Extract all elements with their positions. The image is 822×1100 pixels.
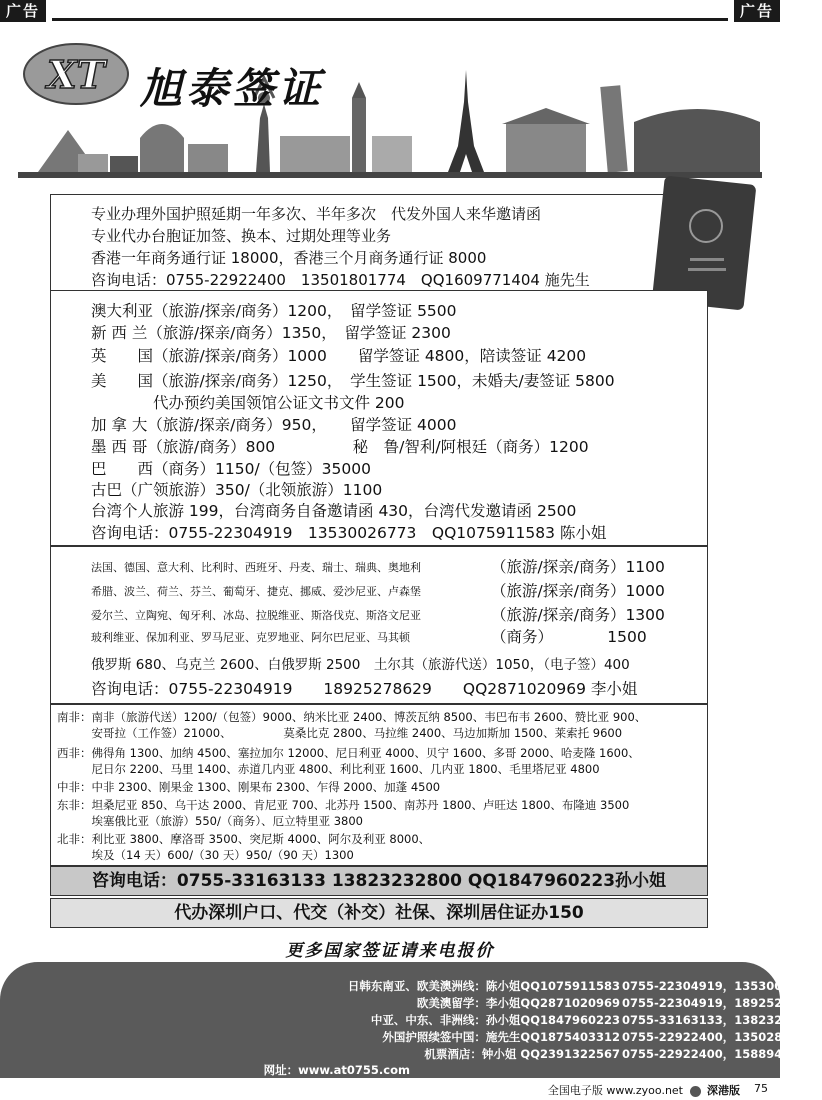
- edition-name: 深港版: [707, 1084, 740, 1097]
- s4-line: 西非：佛得角 1300、加纳 4500、塞拉加尔 12000、尼日利亚 4000、贝宁 1600、多哥 2000、哈麦隆 1600、: [57, 746, 640, 760]
- page-number: 75: [754, 1082, 768, 1095]
- s3-countries: 爱尔兰、立陶宛、匈牙利、冰岛、拉脱维亚、斯洛伐克、斯洛文尼亚: [91, 609, 421, 622]
- s4-line: 埃塞俄比亚（旅游）550/（商务）、厄立特里亚 3800: [57, 814, 363, 828]
- footer-label: 外国护照续签中国：施先生QQ1875403312: [382, 1030, 620, 1044]
- hukou-service-bar: 代办深圳户口、代交（补交）社保、深圳居住证办150: [50, 898, 708, 928]
- s3-price: （旅游/探亲/商务）1100: [491, 558, 665, 576]
- s2-contact: 咨询电话：0755-22304919 13530026773 QQ1075911583 陈小姐: [91, 524, 607, 542]
- s1-line: 专业代办台胞证加签、换本、过期处理等业务: [91, 227, 392, 245]
- section-popular-countries: [50, 290, 708, 546]
- s4-line: 东非：坦桑尼亚 850、乌干达 2000、肯尼亚 700、北苏丹 1500、南苏丹 1800、卢旺达 1800、布隆迪 3500: [57, 798, 630, 812]
- s1-contact: 咨询电话：0755-22922400 13501801774 QQ1609771404 施先生: [91, 271, 590, 289]
- s2-line: 新 西 兰（旅游/探亲/商务）1350， 留学签证 2300: [91, 324, 451, 342]
- contact-bar: 咨询电话：0755-33163133 13823232800 QQ1847960223孙小姐: [50, 866, 708, 896]
- s4-line: 埃及（14 天）600/（30 天）950/（90 天）1300: [57, 848, 354, 862]
- s4-line: 南非：南非（旅游代送）1200/（包签）9000、纳米比亚 2400、博茨瓦纳 8500、韦巴布韦 2600、赞比亚 900、: [57, 710, 647, 724]
- s2-line: 加 拿 大（旅游/探亲/商务）950， 留学签证 4000: [91, 416, 457, 434]
- s1-line: 香港一年商务通行证 18000，香港三个月商务通行证 8000: [91, 249, 487, 267]
- footer-phone: 0755-22922400，15889400740: [622, 1047, 822, 1061]
- s4-line: 中非：中非 2300、刚果金 1300、刚果布 2300、乍得 2000、加蓬 4500: [57, 780, 441, 794]
- s4-line: 尼日尔 2200、马里 1400、赤道几内亚 4800、利比利亚 1600、几内亚 1800、毛里塔尼亚 4800: [57, 762, 600, 776]
- footer-phone: 0755-33163133，13823232800: [622, 1013, 822, 1027]
- brand-name: 旭泰签证: [140, 64, 325, 113]
- section-europe: [50, 546, 708, 704]
- s2-line: 墨 西 哥（旅游/商务）800 秘 鲁/智利/阿根廷（商务）1200: [91, 438, 589, 456]
- s3-price: （旅游/探亲/商务）1000: [491, 582, 665, 600]
- s3-countries: 玻利维亚、保加利亚、罗马尼亚、克罗地亚、阿尔巴尼亚、马其顿: [91, 631, 410, 644]
- footer-label: 欧美澳留学：李小姐QQ2871020969: [416, 996, 620, 1010]
- s2-line: 英 国（旅游/探亲/商务）1000 留学签证 4800，陪读签证 4200: [91, 347, 587, 365]
- s2-line: 古巴（广领旅游）350/（北领旅游）1100: [91, 481, 383, 499]
- s3-contact: 咨询电话：0755-22304919 18925278629 QQ2871020969 李小姐: [91, 680, 638, 698]
- magazine-logo-icon: [690, 1086, 701, 1097]
- s2-line: 澳大利亚（旅游/探亲/商务）1200， 留学签证 5500: [91, 302, 457, 320]
- footer-phone: 0755-22922400，13502801774: [622, 1030, 822, 1044]
- footer-contacts: [0, 962, 822, 1078]
- s3-price: （旅游/探亲/商务）1300: [491, 606, 665, 624]
- top-rule: [52, 18, 728, 21]
- footer-phone: 0755-22304919，13530026773: [622, 979, 822, 993]
- section-passport-services: [50, 194, 708, 290]
- footer-label: 日韩东南亚、欧美澳洲线：陈小姐QQ1075911583: [347, 979, 620, 993]
- site-url[interactable]: 全国电子版 www.zyoo.net: [547, 1084, 683, 1097]
- footer-phone: 0755-22304919，18925278629: [622, 996, 822, 1010]
- s2-line: 美 国（旅游/探亲/商务）1250， 学生签证 1500，未婚夫/妻签证 5800: [91, 372, 615, 390]
- ad-label-right: 广告: [734, 0, 780, 22]
- s2-line: 巴 西（商务）1150/（包签）35000: [91, 460, 371, 478]
- s2-line: 台湾个人旅游 199，台湾商务自备邀请函 430，台湾代发邀请函 2500: [91, 502, 577, 520]
- footer-label: 机票酒店：钟小姐 QQ2391322567: [424, 1047, 620, 1061]
- section-africa: [50, 704, 708, 866]
- banner-landmarks: [18, 26, 762, 178]
- ad-label-left: 广告: [0, 0, 46, 22]
- footer-website[interactable]: 网址：www.at0755.com: [263, 1063, 410, 1077]
- s1-line: 专业办理外国护照延期一年多次、半年多次 代发外国人来华邀请函: [91, 205, 542, 223]
- s4-line: 北非：利比亚 3800、摩洛哥 3500、突尼斯 4000、阿尔及利亚 8000、: [57, 832, 431, 846]
- s3-russia-line: 俄罗斯 680、乌克兰 2600、白俄罗斯 2500 土尔其（旅游代送）1050，（电子签）400: [91, 657, 630, 673]
- s4-line: 安哥拉（工作签）21000、 莫桑比克 2800、马拉维 2400、马边加斯加 1500、莱索托 9600: [57, 726, 623, 740]
- s3-price: （商务） 1500: [491, 628, 647, 646]
- edition-footer: [548, 1082, 740, 1098]
- s2-line: 代办预约美国领馆公证文书文件 200: [91, 394, 405, 412]
- s3-countries: 希腊、波兰、荷兰、芬兰、葡萄牙、捷克、挪威、爱沙尼亚、卢森堡: [91, 585, 421, 598]
- logo-text: XT: [47, 52, 105, 97]
- s3-countries: 法国、德国、意大利、比利时、西班牙、丹麦、瑞士、瑞典、奥地利: [91, 561, 421, 574]
- footer-label: 中亚、中东、非洲线：孙小姐QQ1847960223: [370, 1013, 620, 1027]
- more-countries-note: 更多国家签证请来电报价: [285, 941, 495, 961]
